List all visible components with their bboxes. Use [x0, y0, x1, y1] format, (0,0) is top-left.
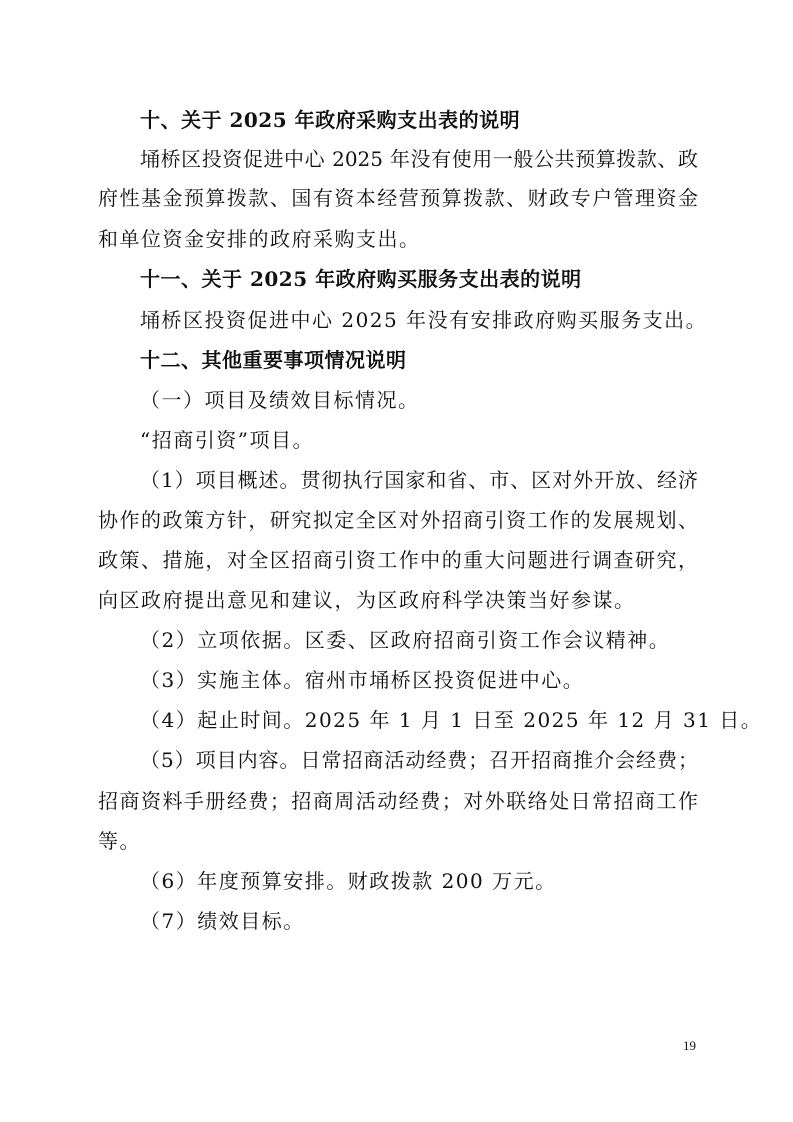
paragraph-line: 招商资料手册经费；招商周活动经费；对外联络处日常招商工作	[98, 789, 698, 813]
section-twelve-heading: 十二、其他重要事项情况说明	[140, 348, 407, 372]
paragraph-line: 府性基金预算拨款、国有资本经营预算拨款、财政专户管理资金	[98, 186, 698, 210]
page-number: 19	[683, 1038, 696, 1053]
paragraph-line: 向区政府提出意见和建议，为区政府科学决策当好参谋。	[98, 588, 636, 612]
paragraph-line: （1）项目概述。贯彻执行国家和省、市、区对外开放、经济	[140, 468, 698, 492]
paragraph-line: （4）起止时间。2025 年 1 月 1 日至 2025 年 12 月 31 日。	[140, 708, 763, 732]
paragraph-line: 协作的政策方针，研究拟定全区对外招商引资工作的发展规划、	[98, 508, 698, 532]
paragraph-line: （7）绩效目标。	[140, 909, 305, 933]
paragraph-line: （5）项目内容。日常招商活动经费；召开招商推介会经费；	[140, 748, 698, 772]
section-eleven-heading: 十一、关于 2025 年政府购买服务支出表的说明	[140, 267, 582, 291]
section-ten-heading: 十、关于 2025 年政府采购支出表的说明	[140, 108, 521, 132]
project-title: “招商引资”项目。	[140, 428, 314, 452]
paragraph-line: 埇桥区投资促进中心 2025 年没有使用一般公共预算拨款、政	[140, 147, 698, 171]
subsection-heading: （一）项目及绩效目标情况。	[140, 388, 420, 412]
paragraph-line: 政策、措施，对全区招商引资工作中的重大问题进行调查研究，	[98, 548, 698, 572]
paragraph-line: （6）年度预算安排。财政拨款 200 万元。	[140, 869, 557, 893]
paragraph-line: 埇桥区投资促进中心 2025 年没有安排政府购买服务支出。	[140, 308, 708, 332]
paragraph-line: （2）立项依据。区委、区政府招商引资工作会议精神。	[140, 628, 671, 652]
paragraph-line: 和单位资金安排的政府采购支出。	[98, 227, 421, 251]
paragraph-line: 等。	[98, 829, 141, 853]
paragraph-line: （3）实施主体。宿州市埇桥区投资促进中心。	[140, 668, 585, 692]
